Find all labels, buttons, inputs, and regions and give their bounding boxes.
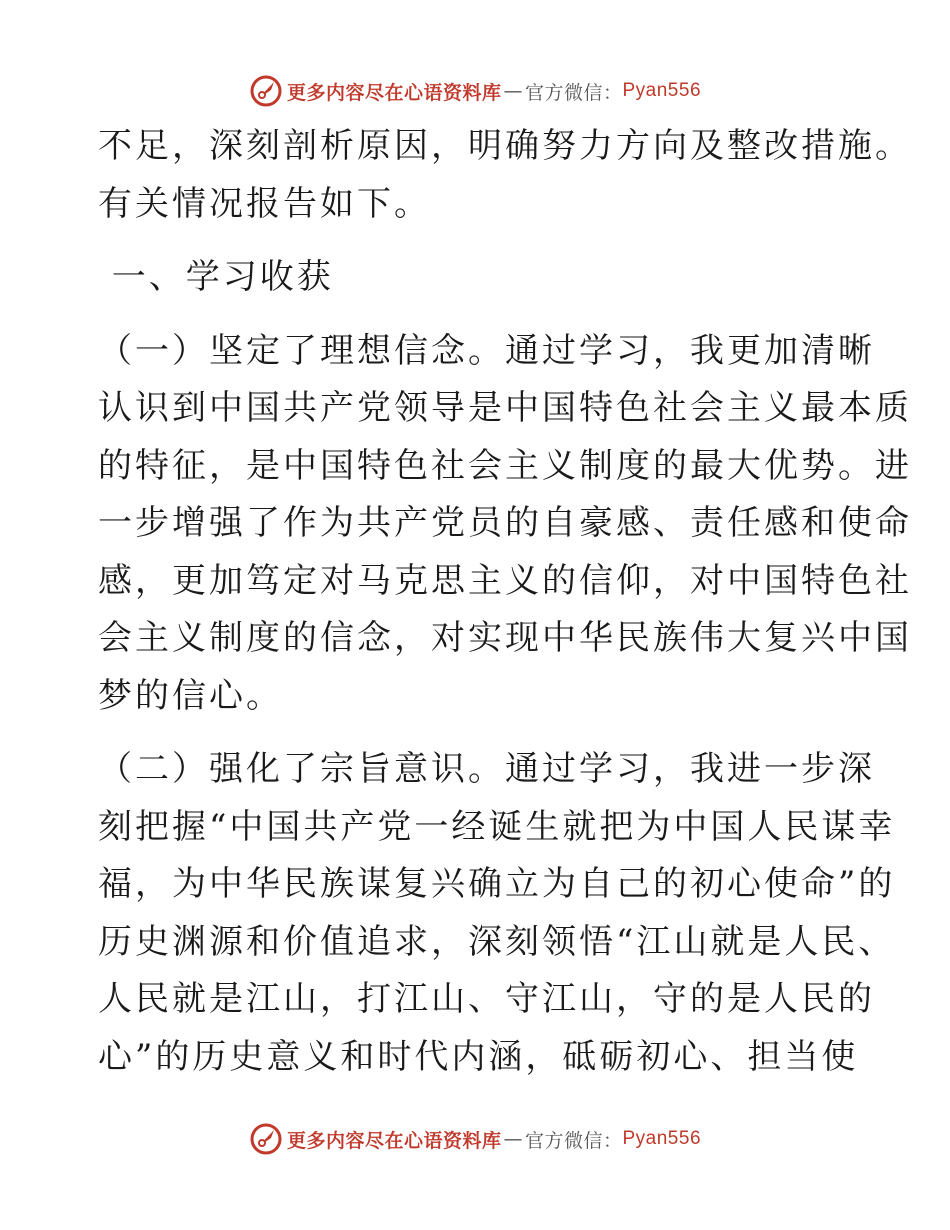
banner-brand: 更多内容尽在心语资料库 xyxy=(286,1129,502,1152)
document-body xyxy=(98,118,912,1086)
quill-circle-icon xyxy=(249,1122,283,1156)
text-line: 有关情况报告如下。 xyxy=(98,183,431,224)
section-heading xyxy=(98,249,858,307)
text-line: 感，更加笃定对马克思主义的信仰，对中国特色社 xyxy=(98,560,912,601)
paragraph-purpose xyxy=(98,741,896,1086)
text-line: 福，为中华民族谋复兴确立为自己的初心使命”的 xyxy=(98,864,896,904)
text-line: （一）坚定了理想信念。通过学习，我更加清晰 xyxy=(98,330,875,371)
text-line: 梦的信心。 xyxy=(98,675,283,716)
text-line: 会主义制度的信念，对实现中华民族伟大复兴中国 xyxy=(98,618,912,658)
text-line: （二）强化了宗旨意识。通过学习，我进一步深 xyxy=(98,749,875,789)
paragraph-ideals xyxy=(98,323,912,726)
banner-brand: 更多内容尽在心语资料库 xyxy=(286,81,502,104)
text-line: 心”的历史意义和时代内涵，砥砺初心、担当使 xyxy=(98,1036,859,1077)
text-line: 一步增强了作为共产党员的自豪感、责任感和使命 xyxy=(98,503,912,543)
header-banner xyxy=(0,71,950,111)
text-line: 历史渊源和价值追求，深刻领悟“江山就是人民、 xyxy=(98,921,896,962)
banner-label: 官方微信： xyxy=(524,1129,623,1152)
paragraph-intro xyxy=(98,118,912,233)
banner-account: Pyan556 xyxy=(622,80,702,101)
text-line: 不足，深刻剖析原因，明确努力方向及整改措施。 xyxy=(98,126,912,166)
footer-banner xyxy=(0,1119,950,1159)
banner-dash: — xyxy=(503,80,523,102)
text-line: 人民就是江山，打江山、守江山，守的是人民的 xyxy=(98,979,875,1019)
text-line: 的特征，是中国特色社会主义制度的最大优势。进 xyxy=(98,445,912,486)
text-line: 认识到中国共产党领导是中国特色社会主义最本质 xyxy=(98,388,912,428)
banner-account: Pyan556 xyxy=(622,1128,702,1149)
heading-line: 一、学习收获 xyxy=(98,257,334,297)
banner-label: 官方微信： xyxy=(524,81,623,104)
text-line: 刻把握“中国共产党一经诞生就把为中国人民谋幸 xyxy=(98,806,896,847)
banner-dash: — xyxy=(503,1128,523,1150)
quill-circle-icon xyxy=(249,74,283,108)
